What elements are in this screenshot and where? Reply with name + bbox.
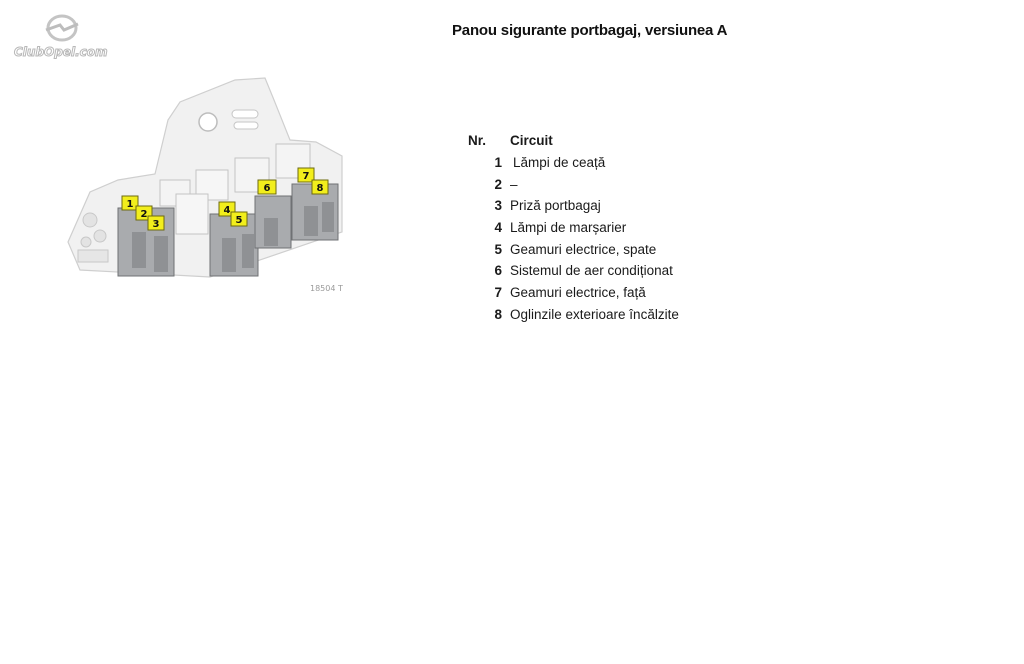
circuit-table bbox=[468, 130, 679, 325]
row-circuit: – bbox=[510, 176, 518, 192]
fuse-box-drawing bbox=[60, 72, 360, 302]
logo-text: ClubOpel.com bbox=[14, 45, 108, 59]
table-row bbox=[468, 282, 679, 304]
svg-text:2: 2 bbox=[140, 209, 148, 220]
table-row bbox=[468, 217, 679, 239]
figure-code: 18504 T bbox=[310, 284, 343, 293]
row-nr: 4 bbox=[494, 220, 502, 236]
table-row bbox=[468, 195, 679, 217]
row-circuit: Geamuri electrice, spate bbox=[510, 241, 657, 257]
svg-text:4: 4 bbox=[223, 205, 231, 216]
row-nr: 8 bbox=[494, 306, 502, 322]
row-circuit: Sistemul de aer condiționat bbox=[510, 263, 673, 279]
table-row bbox=[468, 152, 679, 174]
fuse-label-6 bbox=[258, 180, 276, 194]
fuse-label-5 bbox=[231, 212, 247, 226]
row-nr: 7 bbox=[494, 285, 502, 301]
fuse-label-3 bbox=[148, 216, 164, 230]
svg-text:3: 3 bbox=[152, 219, 160, 230]
header-nr: Nr. bbox=[468, 133, 487, 149]
row-nr: 6 bbox=[494, 263, 502, 279]
opel-blitz-icon bbox=[12, 8, 122, 64]
club-opel-logo bbox=[12, 8, 122, 64]
row-circuit: Geamuri electrice, față bbox=[510, 285, 646, 301]
svg-text:8: 8 bbox=[316, 183, 324, 194]
page-title: Panou sigurante portbagaj, versiunea A bbox=[452, 22, 728, 39]
row-nr: 3 bbox=[494, 198, 502, 214]
header-circuit: Circuit bbox=[510, 133, 553, 149]
row-nr: 1 bbox=[494, 155, 502, 171]
table-row bbox=[468, 260, 679, 282]
table-row bbox=[468, 238, 679, 260]
row-circuit: Priză portbagaj bbox=[510, 198, 601, 214]
row-circuit: Lămpi de ceață bbox=[513, 155, 606, 171]
row-nr: 2 bbox=[494, 176, 502, 192]
table-header-row bbox=[468, 130, 679, 152]
row-circuit: Oglinzile exterioare încălzite bbox=[510, 306, 679, 322]
fuse-label-8 bbox=[312, 180, 328, 194]
svg-text:5: 5 bbox=[235, 215, 243, 226]
table-row bbox=[468, 173, 679, 195]
svg-text:1: 1 bbox=[126, 199, 134, 210]
row-circuit: Lămpi de marșarier bbox=[510, 220, 627, 236]
svg-text:7: 7 bbox=[302, 171, 310, 182]
table-row bbox=[468, 304, 679, 326]
fuse-box-figure bbox=[60, 72, 360, 302]
svg-text:6: 6 bbox=[263, 183, 271, 194]
row-nr: 5 bbox=[494, 241, 502, 257]
